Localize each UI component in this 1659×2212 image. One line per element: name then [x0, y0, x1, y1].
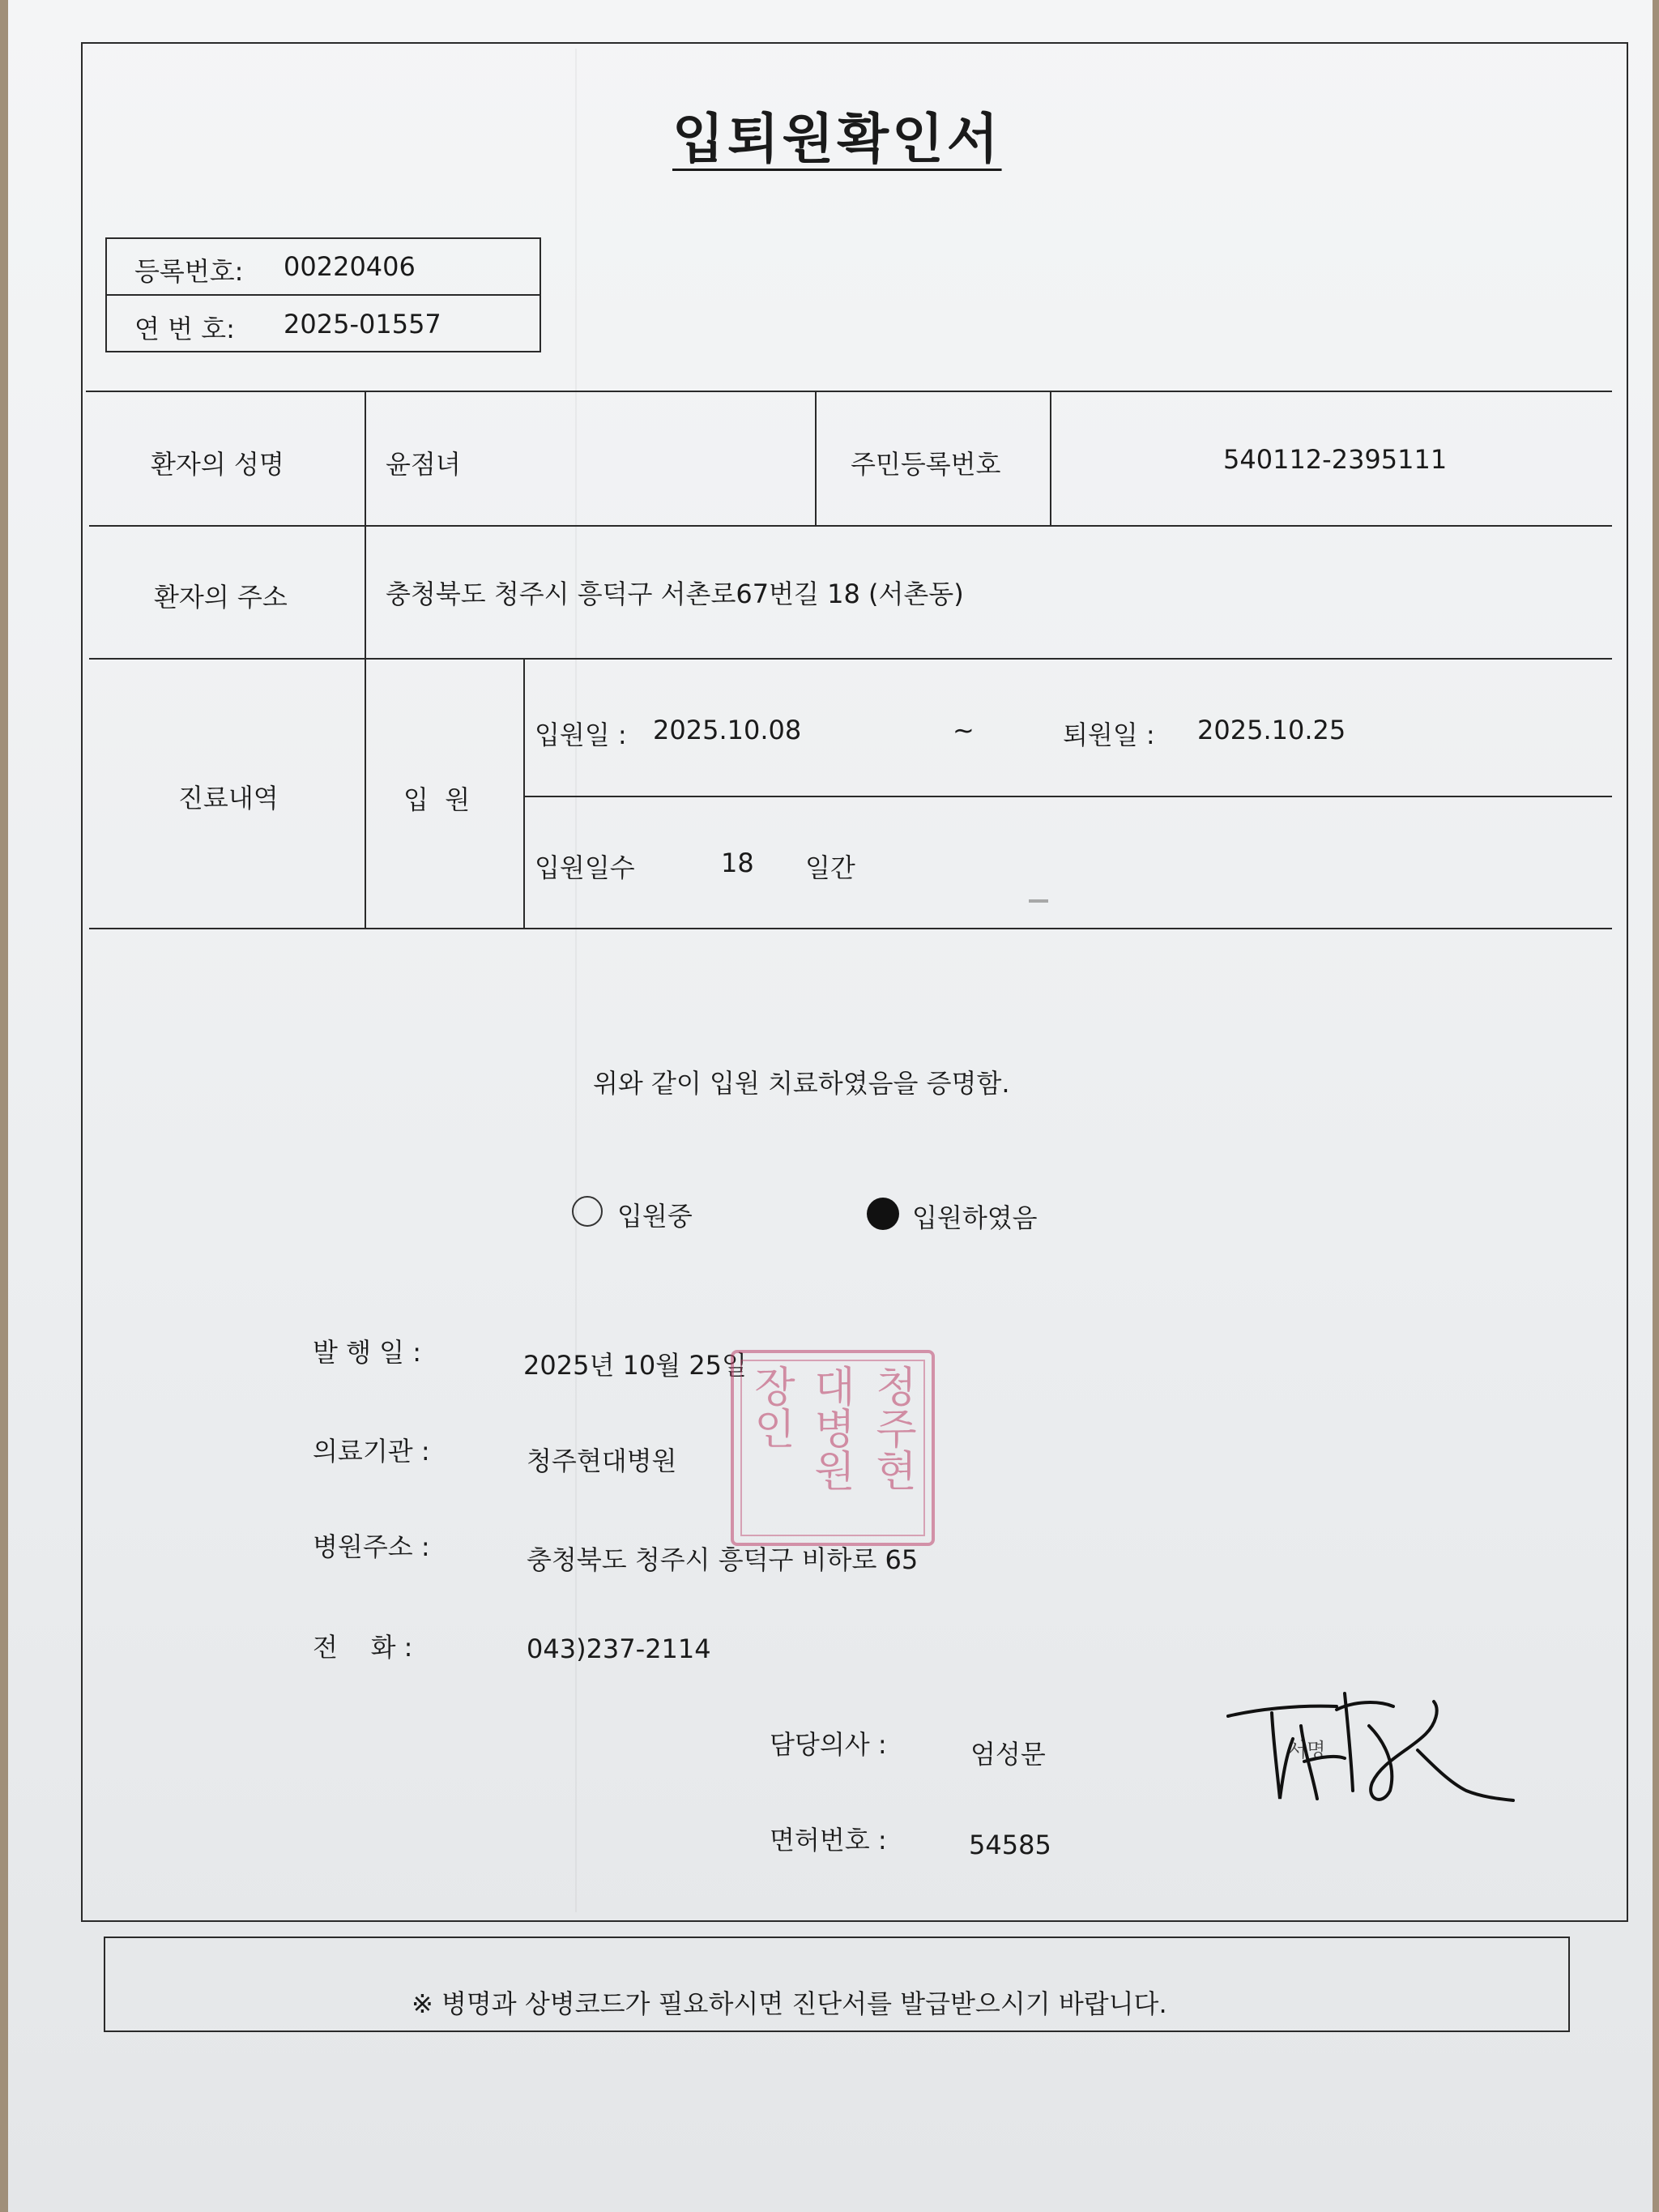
treatment-label: 진료내역	[178, 783, 279, 813]
signature-mark-label: 서명	[1288, 1739, 1326, 1761]
rrn-value: 540112-2395111	[1223, 444, 1448, 475]
patient-address-label: 환자의 주소	[154, 582, 288, 613]
stay-days-unit: 일간	[805, 852, 855, 883]
patient-name: 윤점녀	[386, 449, 461, 480]
table-bottom-line	[89, 928, 1612, 929]
license-number: 54585	[969, 1830, 1051, 1860]
institution-name: 청주현대병원	[527, 1445, 677, 1476]
status-inpatient-label: 입원중	[617, 1201, 693, 1232]
stay-days: 18	[721, 848, 754, 878]
doctor-signature	[1223, 1677, 1515, 1823]
phone-label: 전 화 :	[313, 1632, 413, 1663]
stay-days-label: 입원일수	[535, 852, 635, 883]
patient-name-label: 환자의 성명	[151, 449, 284, 480]
hospital-address-label: 병원주소 :	[313, 1531, 430, 1562]
registration-label: 등록번호:	[134, 256, 244, 287]
admit-date: 2025.10.08	[653, 715, 802, 745]
certificate-sheet	[8, 0, 1653, 2212]
status-discharged-label: 입원하였음	[912, 1202, 1038, 1233]
registration-number: 00220406	[284, 251, 416, 282]
doctor-name: 엄성문	[970, 1739, 1046, 1770]
status-discharged-radio[interactable]	[867, 1198, 899, 1230]
hospital-address: 충청북도 청주시 흥덕구 비하로 65	[527, 1544, 919, 1575]
table-top-line	[86, 391, 1612, 392]
admit-label: 입원일 :	[535, 720, 627, 750]
institution-label: 의료기관 :	[313, 1436, 430, 1467]
treatment-type: 입 원	[403, 784, 471, 815]
certification-statement: 위와 같이 입원 치료하였음을 증명함.	[593, 1068, 1010, 1099]
patient-address: 충청북도 청주시 흥덕구 서촌로67번길 18 (서촌동)	[386, 579, 964, 609]
doctor-label: 담당의사 :	[770, 1729, 887, 1760]
document-title: 입퇴원확인서	[672, 108, 1002, 170]
discharge-label: 퇴원일 :	[1063, 720, 1155, 750]
phone-number: 043)237-2114	[527, 1633, 711, 1664]
discharge-date: 2025.10.25	[1197, 715, 1346, 745]
license-label: 면허번호 :	[770, 1825, 887, 1855]
footer-notice: ※ 병명과 상병코드가 필요하시면 진단서를 발급받으시기 바랍니다.	[412, 1988, 1167, 2019]
issue-date-label: 발 행 일 :	[313, 1337, 422, 1368]
rrn-label: 주민등록번호	[851, 449, 1001, 480]
date-range-tilde: ~	[953, 715, 975, 745]
issue-date: 2025년 10월 25일	[523, 1350, 747, 1381]
serial-label: 연 번 호:	[134, 314, 235, 344]
serial-number: 2025-01557	[284, 309, 441, 339]
hospital-seal: 청주현 대병원 장인	[731, 1350, 935, 1546]
ink-mark	[1029, 899, 1048, 903]
status-inpatient-radio[interactable]	[572, 1196, 603, 1227]
